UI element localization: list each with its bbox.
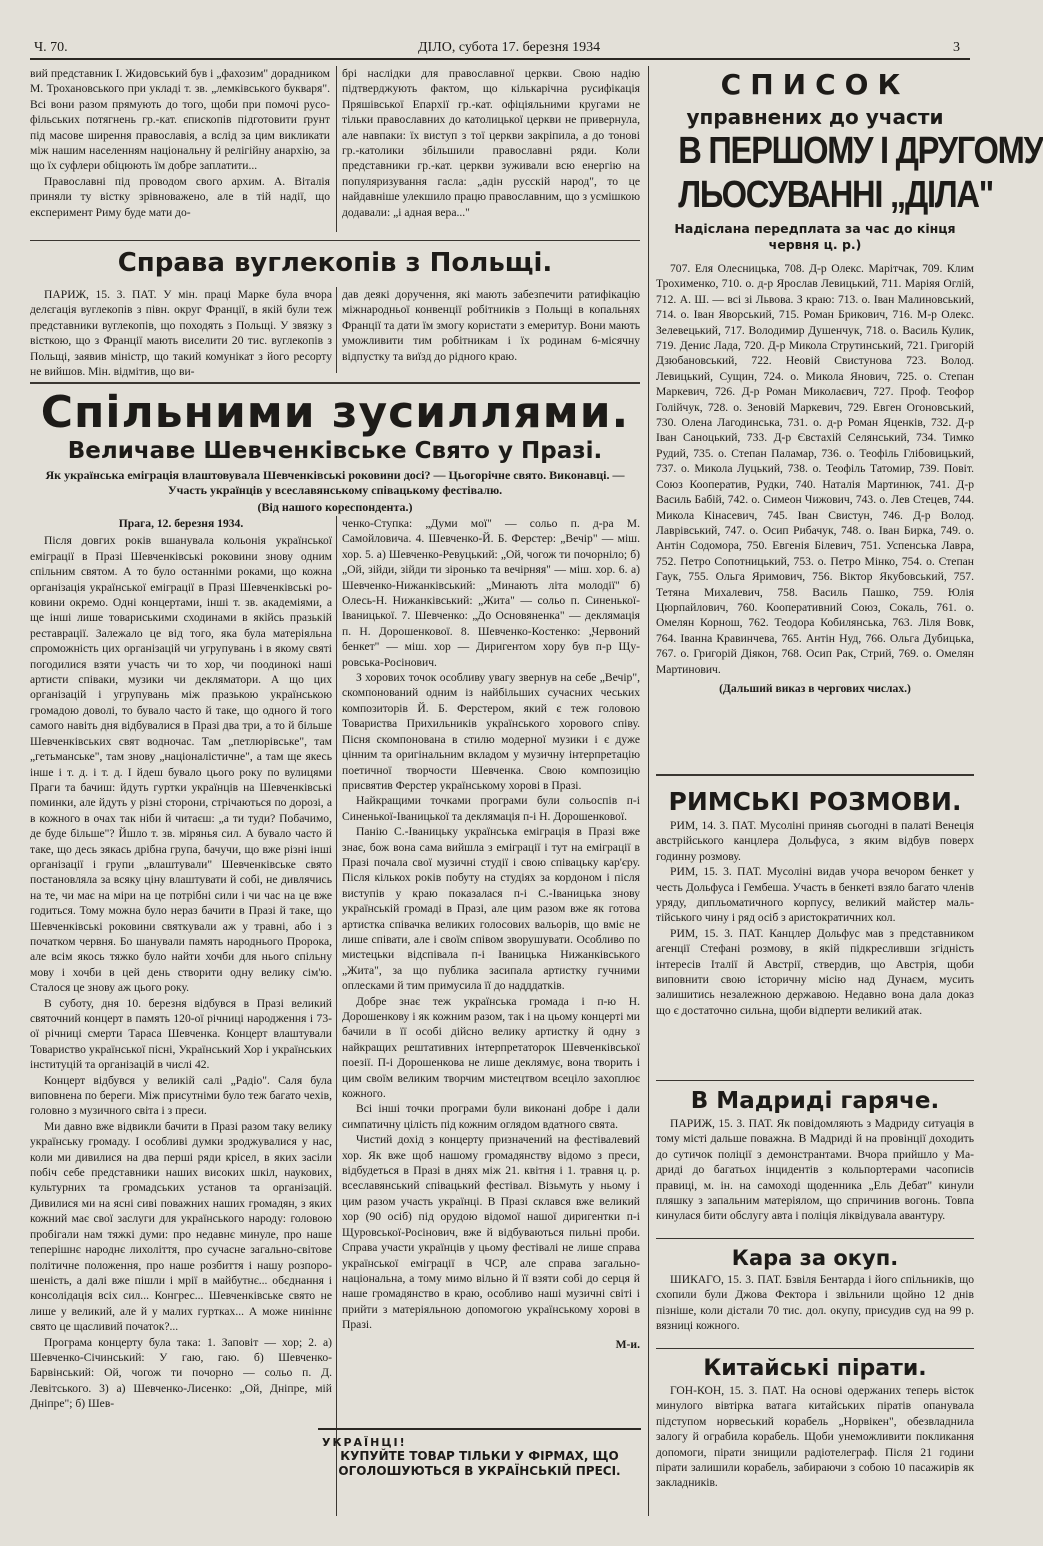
section-divider bbox=[656, 1348, 974, 1349]
lead-headline: Спільними зусиллями. bbox=[40, 387, 630, 438]
lead-para: В суботу, дня 10. березня відбувся в Празі великий святочний концерт в память 120-ої річниці народження і 73-ої річниці смерти Тараса Шевченка. Концерт влаштували Товариство української пісні, Український Хор і українських інституцій та організацій в числі 42. bbox=[30, 996, 332, 1072]
page-number: 3 bbox=[953, 40, 960, 55]
ransom-para: ШИКАГО, 15. 3. ПАТ. Бзвіля Бентарда і його спільників, що схопили були Джова Фектора і звільнили щойно 12 днів пізніше, коли дістали 70 тис. дол. окупу, присудив суд на 99 р. вязниці кожного. bbox=[656, 1273, 974, 1333]
roman-talks-story bbox=[656, 786, 974, 1076]
lead-para: Всі інші точки програми були виконані добре і дали симпатичну цілість під кожним оглядом вдатного свята. bbox=[342, 1102, 640, 1131]
advert-box bbox=[318, 1428, 641, 1498]
roman-talks-para: РИМ, 15. 3. ПАТ. Мусоліні видав учора вечором бенкет у честь Дольфуса і Гембеша. Участь в бенкеті взяло багато членів уряду, дипльоматичного корпусу, великий майстер мальтійського чину і ряд осіб з аристократичних кол. bbox=[656, 865, 974, 925]
miners-para: дав деякі доручення, які мають забезпечити ратифікацію міжнародньої конвенції робітників з Польщі в копальнях Франції та дати їм змогу користати з емеритур. Вони мають уможливити тим робітникам і їх родинам 6-місячну відпустку та виїзд до рідного краю. bbox=[342, 288, 640, 363]
column-divider bbox=[648, 66, 649, 1516]
roman-talks-para: РИМ, 15. 3. ПАТ. Канцлер Дольфус мав з представником агенції Стефані розмову, в якій підкресливши згідність інтересів Італії й Австрії, ствердив, що Австрія, щоби виповнити свою історичну місію над Дунаєм, мусить залишитись незалежною державою. Недавно вона дала доказ що є достаточно сильна, щоби відперти великий атак. bbox=[656, 926, 974, 1017]
lead-signature: М-и. bbox=[615, 1337, 640, 1351]
miners-col1 bbox=[30, 287, 332, 379]
list-continued-note: (Дальший виказ в чергових числах.) bbox=[719, 681, 911, 695]
list-title: СПИСОК bbox=[720, 68, 910, 101]
miners-para: ПАРИЖ, 15. 3. ПАТ. У мін. праці Марке була вчора делєгація вуглекопів з півн. округ Франції, в якій були теж представники вуглекопів, що походять з Польщі. У звязку з вісткою, що з Франції мають виселити 20 тис. вуглекопів з Польщі, заявив міністр, що такий комунікат з його ресорту не вийшов. Мін. відмітив, що ви- bbox=[30, 288, 332, 379]
lead-dateline: Прага, 12. березня 1934. bbox=[118, 517, 244, 530]
lead-para: Після довгих років вшанувала кольонія української еміграції в Празі Шевченківські роковини знову одним спільним святом. А то було останніми роками, що кожна організація української еміграції в Празі Шевченківські роковини окремо. Одні концертами, інші т. зв. академіями, а ще інші лише товариськими сходинами в якійсь празькій реставрації. Залежало це від того, яка була матеріяльна спроможність цих організацій чи угрупувань і в якому святі погодилися взяти участь чи то хор, чи поодинокі наші артисти співаки, музики чи декляматори. А що цих організацій і угрупувань між празькою українською громадою доволі, то бувало часто й таке, що одного й того самого навіть дня відбувалися в Празі два три, а то й більше Шевченківських свят водночас. Там „петлюрівське", там „гетьманське", там знову „націоналістичне", а там ще якесь інше і т. д. і т. д. І йдеш бувало цього року по вулицями Праги та бачиш: йдуть гуртки українців на Шевченківські поминки, але йдуть у різні сторони, стрічаються по дорозі, а в кожного в очах так ніби й читаєш: „а ти туди? Побачимо, де буде більше"? Йшло т. зв. мірянья сил. А бувало часто й таке, що десь зякась дрібна група, бачучи, що вже різні інші організації і групи „влаштували" Шевченківське свято постановляла за всяку ціну влаштувати й собі, не дивлячись на те, чи має на міри на це потрібні сили і чи час на це вже годиться. Тому можна було нераз бачити в Празі й таке, що Шевченківські роковини святкували аж у травні, або і з початком червня. Бо шанували память народнього Пророка, але всім якось тяжко було найти хочби для нього спільну мову і хочби в цей день створити одну велику сім'ю. Сталося це знову аж цього року. bbox=[30, 534, 332, 995]
miners-headline: Справа вуглекопів з Польщі. bbox=[117, 248, 553, 278]
lead-para: ченко-Ступка: „Думи мої" — сольо п. д-ра М. Самойловича. 4. Шевченко-Й. Б. Ферстер: „Вечір" — міш. хор. 5. а) Шевченко-Ревуцький: „Ой, чогож ти почорніло; б) „Ой, зійди, зійди ти зіронько та вечірняя" — міш. хор. 6. а) Шевченко-Нижанківський: „Минають літа молодії" б) Олесь-Н. Нижанківський: „Жита" — сольо п. Синенької-Іваницької. 7. Шевченко: „До Основяненка" — деклямація п. Н. Дорошенкової. 8. Шевченко-Костенко: „Червоний бенкет" — міш. хор — Диригентом хору був п-р Щуровська-Росінович. bbox=[342, 517, 640, 669]
madrid-headline: В Мадриді гаряче. bbox=[690, 1088, 940, 1114]
lead-col2 bbox=[342, 516, 640, 1426]
madrid-story bbox=[656, 1086, 974, 1234]
top-story-para: Православні під проводом свого архим. А. Віталія приняли ту вістку зрівноважено, але в тій надії, що експеримент Риму буде мати до- bbox=[30, 174, 330, 219]
section-divider bbox=[656, 774, 974, 776]
roman-talks-para: РИМ, 14. 3. ПАТ. Мусоліні приняв сьогодні в палаті Венеція австрійського канцлера Дольфуса, з яким відбув поверх годинну розмову. bbox=[656, 819, 974, 863]
top-story-para: вий представник І. Жидовський був і „фахозим" дорадником М. Трохановського при укладі т. зв. „лемківського букваря". Всі вони разом прямують до того, щоби при помочі русофільських потягнень гр.-кат. єпископів підготовити ґрунт під масове ширення православія, а вслід за цим викликати між нашим населенням національну й релігійну анархію, за що їх суфлери обіцюють їм добре заплатити... bbox=[30, 67, 330, 173]
lead-para: З хорових точок особливу увагу звернув на себе „Вечір", скомпонований одним із найбільших сучасних чеських композиторів Й. Б. Ферстером, який є теж головою Товариства Прихильників українського хорового співу. Пісня скомпонована в стилю модерної музики і є дуже цінним та оригінальним вкладом у музичну інтерпретацію поетичної творчости Шевченка. Свою композицію присвятив Ферстер українському хорові в Празі. bbox=[342, 671, 640, 792]
ransom-story bbox=[656, 1244, 974, 1344]
masthead bbox=[30, 38, 970, 60]
lead-para: Концерт відбувся у великій салі „Радіо". Саля була виповнена по береги. Між присутніми було теж багато чехів, головно з музичного світа і з преси. bbox=[30, 1073, 332, 1118]
section-divider bbox=[656, 1080, 974, 1081]
lead-para: Панію С.-Іваницьку українська еміграція в Празі вже знає, бож вона сама вийшла з еміграції і тут на еміграції в Празі почала свої музичні студії і свою співацьку кар'єру. Після кількох років побуту на студіях за кордоном і після виступів у краю показалася п-і С.-Іваницька знову українській громаді в Празі, але цим разом вже як готова артистка співачка великих голосових вальорів, що вміє не лише співати, але і своїм співом зворушувати. Особливо по мистецьки відспівала п-і Іваницька Нижанківського „Жита", за що публика засипала артистку гучними оплесками й тим примусила її до надддатків. bbox=[342, 825, 640, 993]
lead-col1 bbox=[30, 516, 332, 1546]
list-subtitle: Надіслана передплата за час до кінця червня ц. р.) bbox=[674, 221, 956, 252]
section-divider bbox=[30, 240, 640, 241]
advert-body: КУПУЙТЕ ТОВАР ТІЛЬКИ У ФІРМАХ, ЩО ОГОЛОШУЮТЬСЯ В УКРАЇНСЬКІЙ ПРЕСІ. bbox=[338, 1449, 621, 1478]
pirates-headline: Китайські пірати. bbox=[703, 1356, 927, 1381]
issue-number: Ч. 70. bbox=[34, 40, 68, 55]
lead-para: Чистий дохід з концерту призначений на фестівалевий хор. Як вже щоб нашому громадянству відомо з преси, відбудеться в Празі в днях між 21. квітня і 1. травня ц. р. всеславянський співацький фестівал. Візьмуть у ньому і цим разом участь українці. В Празі склався вже великий хор (90 осіб) під орудою відомої нашої диригентки п-і Щуровської-Росінович, вже й відбуваються пильні проби. Справа участи українців у цьому фестівалі не лише справа української еміграції в ЧСР, але справа загально-національна, а тому мимо вільно й її взяти собі до серця й наше громадянство в краю, особливо наші музичні світі і прийти з матеріяльною допомогою українському хорові в Празі. bbox=[342, 1133, 640, 1332]
lead-para: Добре знає теж українська громада і п-ю Н. Дорошенкову і як кожним разом, так і на цьому концерті ми бачили в її особі дійсно велику артистку й одну з найкращих рештативних інтерпретаторок Шевченківської поезії. П-і Дорошенкова не лише деклямує, вона творить і цим своїм великим творчим мистецтвом всеціло захоплює кожного. bbox=[342, 994, 640, 1101]
pirates-story bbox=[656, 1354, 974, 1514]
lead-para: Ми давно вже відвикли бачити в Празі разом таку велику українську громаду. І особливі думки зроджувалися у нас, коли ми дивилися на два перші ряди крісел, в яких засіли побіч себе представники наших високих шкіл, наукових, культурних та громадських установ та організацій. Дивилися ми на ясні сиві поважних наших громадян, з яких кожний має свої заслуги для українського народу: головою пробігали нам тяжкі думи: про недавнє минуле, про наше теперішнє народнє лихоліття, про сучасне загально-світове політичне положення, про наше розбиття і нашу розпорошеність, а далі вже пішли і мрії в майбутнє... обєднання і консолідація всіх сил... Конгрес... Шевченківське свято не лише у великий, але й у малих гуртках... А може ниніннє свято це щасливий початок?... bbox=[30, 1119, 332, 1334]
column-divider bbox=[336, 66, 337, 232]
lead-para: Найкращими точками програми були сольоспів п-і Синенької-Іваницької та деклямація п-і Н. Дорошенкової. bbox=[342, 794, 640, 823]
list-title-line4: ЛЬОСУВАННІ „ДІЛА" bbox=[678, 174, 993, 216]
top-story-col1 bbox=[30, 66, 330, 232]
lead-subheadline: Величаве Шевченківське Свято у Празі. bbox=[67, 438, 603, 464]
roman-talks-headline: РИМСЬКІ РОЗМОВИ. bbox=[668, 787, 962, 816]
lead-byline: (Від нашого кореспондента.) bbox=[257, 500, 413, 514]
list-title-line3: В ПЕРШОМУ І ДРУГОМУ bbox=[678, 130, 1043, 172]
miners-col2 bbox=[342, 287, 640, 373]
lead-para: Програма концерту була така: 1. Заповіт — хор; 2. а) Шевченко-Січинський: У гаю, гаю. б) Шевченко-Барвінський: Ой, чогож ти почорно — сольо п. Д. Левітського. 3) а) Шевченко-Лисенко: „Ой, Дніпре, мій Дніпре"; б) Шев- bbox=[30, 1335, 332, 1411]
lottery-list bbox=[656, 68, 1043, 768]
paper-title-date: ДІЛО, субота 17. березня 1934 bbox=[418, 40, 601, 55]
lead-summary: Як українська еміграція влаштовувала Шевченківські роковини досі? — Цьогорічне свято. Виконавці. — Участь українців у всеславянському співацькому фестівалю. bbox=[45, 468, 625, 497]
pirates-para: ГОН-КОН, 15. 3. ПАТ. На основі одержаних теперь вісток минулого вівтірка ватага китайських піратів опанувала підступом норвеський корабель „Норвікен", обезвладнила залогу й ограбила корабель. Щоби унеможливити покликання допомоги, пірати знищили радіотелеграф. Після 21 години пірати залишили корабель, забираючи з собою 10 пасажирів як закладників. bbox=[656, 1384, 974, 1490]
column-divider bbox=[336, 287, 337, 373]
section-divider bbox=[656, 1238, 974, 1239]
section-divider bbox=[30, 382, 640, 384]
top-story-col2 bbox=[342, 66, 640, 232]
list-entries: 707. Еля Олесницька, 708. Д-р Олекс. Марітчак, 709. Клим Трохименко, 710. о. д-р Ярослав Левицький, 711. Маріяя Оглій, 712. А. Ш. — всі зі Львова. З краю: 713. о. Іван Малиновський, 714. о. Іван Яворський, 715. Роман Брикович, 716. М-р Олекс. Зелевецький, 717. Володимир Душенчук, 718. о. Василь Кулик, 719. Денис Лада, 720. Д-р Микола Струтинський, 721. Григорій Дзюбановський, 722. Неовій Свистунова 723. Волод. Левицький, Сущин, 724. о. Микола Янович, 725. о. Степан Маркевич, 726. Д-р Роман Миколаєвич, 727. Проф. Теофор Голійчук, 728. о. Зеновій Маркевич, 729. Евген Огоновський, 730. Олена Лагодинська, 731. о. д-р Роман Яценків, 732. Д-р Іван Саноцький, 733. Д-р Євстахій Селянський, 734. Тимко Рудий, 735. о. Степан Паламар, 736. о. Теофіль Глібовицький, 737. о. Микола Луцький, 738. о. Теофіль Татомир, 739. Повіт. Союз Кооператив, Рудки, 740. Наталія Мартинюк, 741. Д-р Василь Бабій, 742. о. Симеон Чижович, 743. о. Лев Стецев, 744. Микола Кінасевич, 745. Іван Свистун, 746. Д-р Волод. Лаврівський, 747. о. Осип Рибачук, 748. о. Іван Бирка, 749. о. Антін Содомора, 750. Евгенія Білевич, 751. Успенська Лавра, 752. Петро Сопотницький, 753. о. Петро Мінко, 754. о. Степан Гаук, 755. Ольга Яримович, 756. Віктор Якубовський, 757. Тетяна Михалевич, 758. Василь Пашко, 759. Юлія Цюрпайлович, 760. Кооперативний Союз, Сокаль, 761. о. Омелян Корнош, 762. Теодора Кобилянська, 763. Ліля Вовк, 764. Іванна Кравинчева, 765. Антін Нуд, 766. Ольга Дубицька, 767. о. Григорій Діякон, 768. Осип Рак, Стрий, 769. о. Омелян Мартинович. bbox=[656, 262, 974, 676]
column-divider bbox=[336, 516, 337, 1516]
list-title-line2: управнених до участи bbox=[686, 105, 944, 129]
top-story-para: брі наслідки для православної церкви. Свою надію підтверджують фактом, що кількарічна русифікація Пряшівської Епархії гр.-кат. офіціяльними кругами не тільки православних до католицької церкви не привернула, але навпаки: їх виступ з тої церкви закріпила, а до тонові гр.-католики збільшили православні ряди. Коли представники гр.-кат. церкви зуживали всю енергію на популяризування гасла: „адін русскій народ", то це найдавніше улекшило працю православним, що з усмішкою додавали: „і адная вера..." bbox=[342, 67, 640, 219]
madrid-para: ПАРИЖ, 15. 3. ПАТ. Як повідомляють з Мадриду ситуація в тому місті дальше поважна. В Мадриді й на провінції доходить до сутичок поліції з демонстрантами. Вчора прийшло у Мадриді до багатьох інцидентів з кольпортерами часописів правиці, м. ін. на самоході щоденника „Ель Дебат" кинули пляшку з запальним матеріялом, що спричинив вогонь. Товпа кинулася бити обслугу авта і поліція ліквідувала авантуру. bbox=[656, 1117, 974, 1223]
ransom-headline: Кара за окуп. bbox=[731, 1246, 899, 1270]
advert-heading: УКРАЇНЦІ! bbox=[322, 1436, 407, 1449]
